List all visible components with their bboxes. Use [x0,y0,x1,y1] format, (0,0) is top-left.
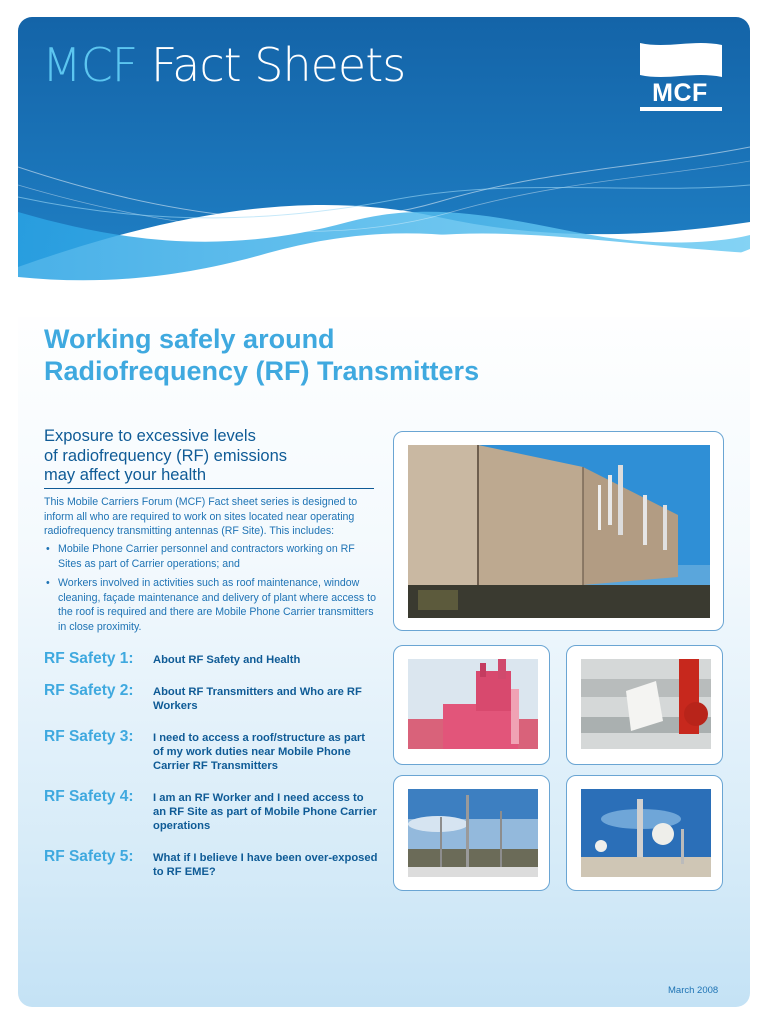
logo-flag-icon [638,41,724,81]
rf-safety-desc: About RF Transmitters and Who are RF Workers [153,686,362,712]
bullet-icon: • [46,543,50,555]
subheading [44,427,374,486]
bullet-text: Mobile Phone Carrier personnel and contractors working on RF Sites as part of Carrier operations; and [58,543,355,570]
mast-photo [408,789,538,877]
rf-safety-label: RF Safety 2: [44,682,134,699]
subheading-divider [44,488,374,489]
bullet-list [44,542,376,640]
intro-paragraph: This Mobile Carriers Forum (MCF) Fact sheet series is designed to inform all who are required to work on sites located near operating radiofrequency transmitting antennas (RF Site). This includes: [44,496,358,538]
pink-building-photo [408,659,538,749]
rf-safety-desc: I need to access a roof/structure as part of my work duties near Mobile Phone Carrier RF Transmitters [153,732,366,772]
subheading-line3: may affect your health [44,466,207,484]
dish-antennas-photo [581,789,711,877]
rf-safety-desc: About RF Safety and Health [153,654,301,666]
page-title-line2: Radiofrequency (RF) Transmitters [44,356,480,386]
mcf-logo [638,41,724,111]
rf-safety-desc: What if I believe I have been over-exposed to RF EME? [153,852,378,878]
photo-frame-pink-building [393,645,550,765]
photo-frame-dishes [566,775,723,891]
page-title [44,323,644,387]
list-item [44,542,376,571]
photo-frame-wall-antenna [566,645,723,765]
rf-safety-label: RF Safety 5: [44,848,134,865]
rf-safety-label: RF Safety 1: [44,650,134,667]
rf-safety-desc: I am an RF Worker and I need access to an RF Site as part of Mobile Phone Carrier operations [153,792,377,832]
header-title-accent: MCF [42,38,138,92]
publication-date: March 2008 [668,985,719,996]
fact-sheet-page [18,17,750,1007]
logo-underline [640,107,722,111]
subheading-line1: Exposure to excessive levels [44,427,256,445]
rooftop-antenna-photo [408,445,710,618]
photo-frame-rooftop [393,431,724,631]
bullet-icon: • [46,577,50,590]
wall-antenna-photo [581,659,711,749]
bullet-text: Workers involved in activities such as roof maintenance, window cleaning, façade maintenance and delivery of plant where access to the roof is required and there are Mobile Phone Carrier transmitters in close proximity. [58,577,377,633]
header-title [42,39,405,91]
list-item [44,576,376,634]
subheading-line2: of radiofrequency (RF) emissions [44,446,288,465]
page-title-line1: Working safely around [44,324,335,354]
logo-text: MCF [652,79,708,107]
header-title-rest: Fact Sheets [137,38,406,92]
rf-safety-label: RF Safety 3: [44,728,134,745]
rf-safety-label: RF Safety 4: [44,788,134,805]
photo-frame-mast [393,775,550,891]
